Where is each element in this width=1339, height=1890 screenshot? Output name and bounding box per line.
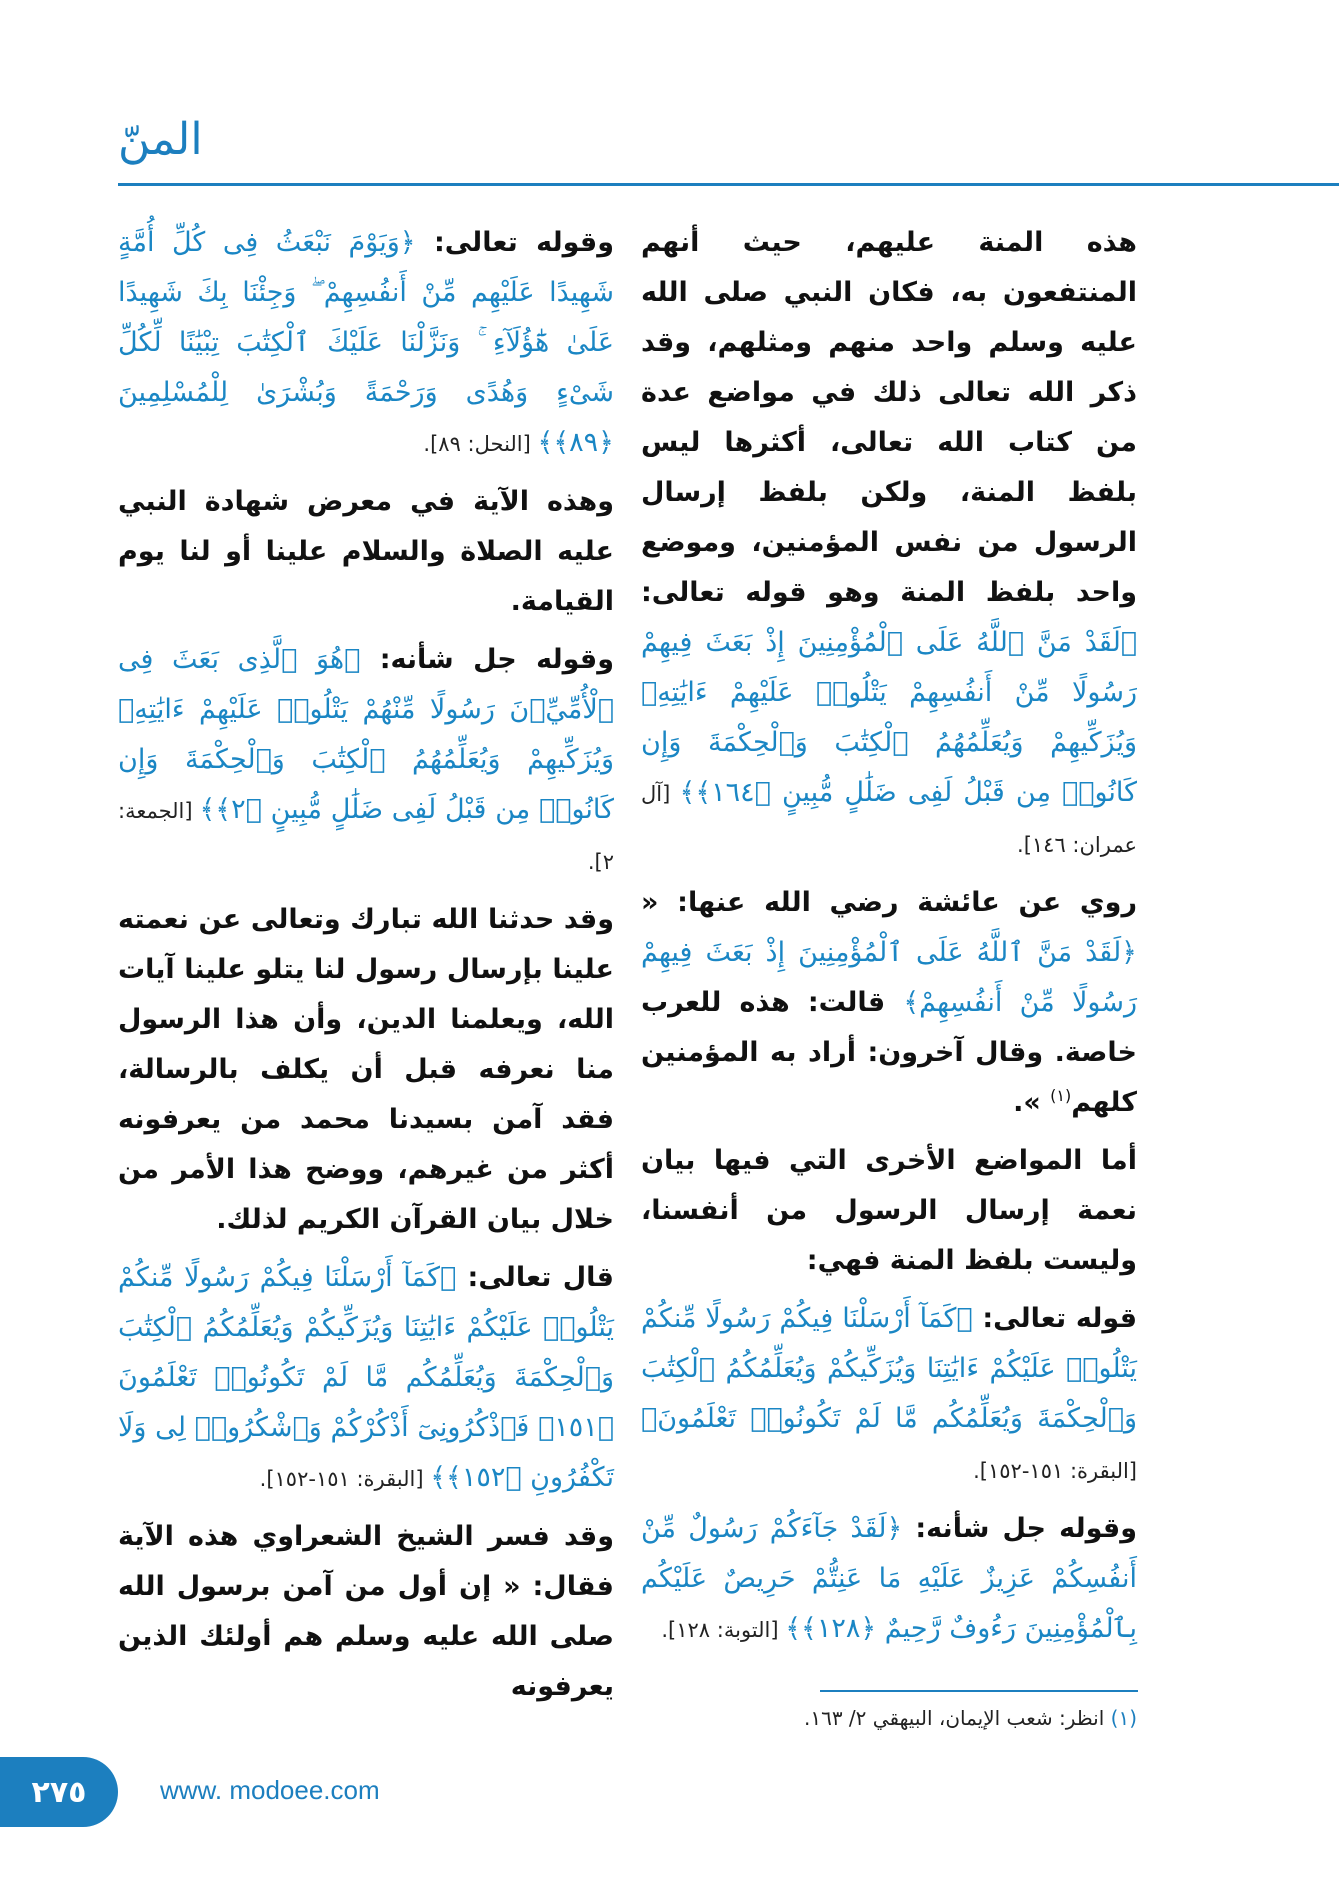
paragraph — [118, 895, 614, 1245]
paragraph — [641, 878, 1137, 1128]
right-column — [641, 218, 1137, 1663]
paragraph — [641, 218, 1137, 870]
paragraph-text: وهذه الآية في معرض شهادة النبي عليه الصلاة والسلام علينا أو لنا يوم القيامة. — [118, 486, 614, 617]
paragraph-text: وقد حدثنا الله تبارك وتعالى عن نعمته علينا بإرسال رسول لنا يتلو علينا آيات الله، ويعلمنا الدين، وأن هذا الرسول منا نعرفه قبل أن يكلف بالرسالة، فقد آمن بسيدنا محمد من يعرفونه أكثر من غيرهم، ووضح هذا الأمر من خلال بيان القرآن الكريم لذلك. — [118, 904, 614, 1235]
footnote-text: انظر: شعب الإيمان، البيهقي ٢/ ١٦٣. — [803, 1706, 1111, 1730]
paragraph-text: قال تعالى: — [456, 1262, 614, 1293]
paragraph-text: قوله تعالى: — [972, 1303, 1138, 1334]
verse-reference: [البقرة: ١٥١-١٥٢]. — [973, 1459, 1137, 1483]
quran-verse: ﴿لَقَدْ مَنَّ ٱللَّهُ عَلَى ٱلْمُؤْمِنِينَ إِذْ بَعَثَ فِيهِمْ رَسُولًا مِّنْ أَنفُسِهِمْ﴾ — [641, 937, 1138, 1018]
paragraph-text: أما المواضع الأخرى التي فيها بيان نعمة إرسال الرسول من أنفسنا، وليست بلفظ المنة فهي: — [641, 1145, 1137, 1276]
paragraph — [118, 477, 614, 627]
paragraph-text: وقد فسر الشيخ الشعراوي هذه الآية فقال: « إن أول من آمن برسول الله صلى الله عليه وسلم هم أولئك الذين يعرفونه — [118, 1521, 614, 1702]
paragraph — [118, 218, 614, 469]
footnote — [641, 1700, 1137, 1736]
quran-verse: ﴿لَقَدْ مَنَّ ٱللَّهُ عَلَى ٱلْمُؤْمِنِينَ إِذْ بَعَثَ فِيهِمْ رَسُولًا مِّنْ أَنفُسِهِمْ يَتْلُوا۟ عَلَيْهِمْ ءَايَٰتِهِۦ وَيُزَكِّيهِمْ وَيُعَلِّمُهُمُ ٱلْكِتَٰبَ وَٱلْحِكْمَةَ وَإِن كَانُوا۟ مِن قَبْلُ لَفِى ضَلَٰلٍ مُّبِينٍ ﴿١٦٤﴾﴾ — [641, 627, 1137, 808]
paragraph — [118, 1512, 614, 1712]
verse-reference: [النحل: ٨٩]. — [423, 432, 538, 456]
paragraph-text: قالت: هذه للعرب خاصة. وقال آخرون: أراد به المؤمنين كلهم — [641, 987, 1137, 1118]
paragraph-text: وقوله جل شأنه: — [360, 644, 614, 675]
paragraph-text: ». — [1013, 1087, 1051, 1118]
quran-verse: ﴿لَقَدْ جَآءَكُمْ رَسُولٌ مِّنْ أَنفُسِكُمْ عَزِيزٌ عَلَيْهِ مَا عَنِتُّمْ حَرِيصٌ عَلَيْكُم بِٱلْمُؤْمِنِينَ رَءُوفٌ رَّحِيمٌ ﴿١٢٨﴾﴾ — [641, 1513, 1137, 1644]
paragraph-text: هذه المنة عليهم، حيث أنهم المنتفعون به، فكان النبي صلى الله عليه وسلم واحد منهم ومثلهم، وقد ذكر الله تعالى ذلك في مواضع عدة من كتاب الله تعالى، أكثرها ليس بلفظ المنة، ولكن بلفظ إرسال الرسول من نفس المؤمنين، وموضع واحد بلفظ المنة وهو قوله تعالى: — [641, 227, 1137, 608]
quran-verse: ﴿كَمَآ أَرْسَلْنَا فِيكُمْ رَسُولًا مِّنكُمْ يَتْلُوا۟ عَلَيْكُمْ ءَايَٰتِنَا وَيُزَكِّيكُمْ وَيُعَلِّمُكُمُ ٱلْكِتَٰبَ وَٱلْحِكْمَةَ وَيُعَلِّمُكُم مَّا لَمْ تَكُونُوا۟ تَعْلَمُونَ ﴿١٥١﴾ فَٱذْكُرُونِىٓ أَذْكُرْكُمْ وَٱشْكُرُوا۟ لِى وَلَا تَكْفُرُونِ ﴿١٥٢﴾﴾ — [118, 1262, 614, 1493]
quran-verse: ﴿هُوَ ٱلَّذِى بَعَثَ فِى ٱلْأُمِّيِّۦنَ رَسُولًا مِّنْهُمْ يَتْلُوا۟ عَلَيْهِمْ ءَايَٰتِهِۦ وَيُزَكِّيهِمْ وَيُعَلِّمُهُمُ ٱلْكِتَٰبَ وَٱلْحِكْمَةَ وَإِن كَانُوا۟ مِن قَبْلُ لَفِى ضَلَٰلٍ مُّبِينٍ ﴿٢﴾﴾ — [118, 644, 614, 825]
page-number: ٢٧٥ — [31, 1774, 87, 1810]
website-link[interactable]: www. modoee.com — [160, 1775, 380, 1805]
verse-reference: [التوبة: ١٢٨]. — [661, 1618, 786, 1642]
footnote-marker[interactable]: (١) — [1050, 1086, 1072, 1105]
paragraph — [118, 635, 614, 887]
quran-verse: ﴿وَيَوْمَ نَبْعَثُ فِى كُلِّ أُمَّةٍ شَهِيدًا عَلَيْهِم مِّنْ أَنفُسِهِمْ ۖ وَجِئْنَا بِكَ شَهِيدًا عَلَىٰ هَٰٓؤُلَآءِ ۚ وَنَزَّلْنَا عَلَيْكَ ٱلْكِتَٰبَ تِبْيَٰنًا لِّكُلِّ شَىْءٍ وَهُدًى وَرَحْمَةً وَبُشْرَىٰ لِلْمُسْلِمِينَ ﴿٨٩﴾﴾ — [118, 227, 614, 458]
paragraph — [118, 1253, 614, 1504]
paragraph — [641, 1504, 1137, 1655]
paragraph-text: روي عن عائشة رضي الله عنها: « — [641, 887, 1137, 918]
verse-reference: [الجمعة: ٢]. — [118, 799, 614, 874]
paragraph — [641, 1136, 1137, 1286]
verse-reference: [البقرة: ١٥١-١٥٢]. — [259, 1467, 431, 1491]
page-title: المنّ — [118, 114, 203, 165]
quran-verse: ﴿كَمَآ أَرْسَلْنَا فِيكُمْ رَسُولًا مِّنكُمْ يَتْلُوا۟ عَلَيْكُمْ ءَايَٰتِنَا وَيُزَكِّيكُمْ وَيُعَلِّمُكُمُ ٱلْكِتَٰبَ وَٱلْحِكْمَةَ وَيُعَلِّمُكُم مَّا لَمْ تَكُونُوا۟ تَعْلَمُونَ﴾ — [641, 1303, 1137, 1434]
paragraph-text: وقوله تعالى: — [415, 227, 614, 258]
header-rule — [118, 183, 1339, 186]
page-number-badge — [0, 1757, 118, 1827]
left-column — [118, 218, 614, 1720]
verse-reference: [آل عمران: ١٤٦]. — [641, 782, 1137, 857]
footnote-rule — [820, 1690, 1138, 1692]
paragraph-text: وقوله جل شأنه: — [902, 1513, 1137, 1544]
footnote-number: (١) — [1110, 1706, 1137, 1730]
paragraph — [641, 1294, 1137, 1496]
